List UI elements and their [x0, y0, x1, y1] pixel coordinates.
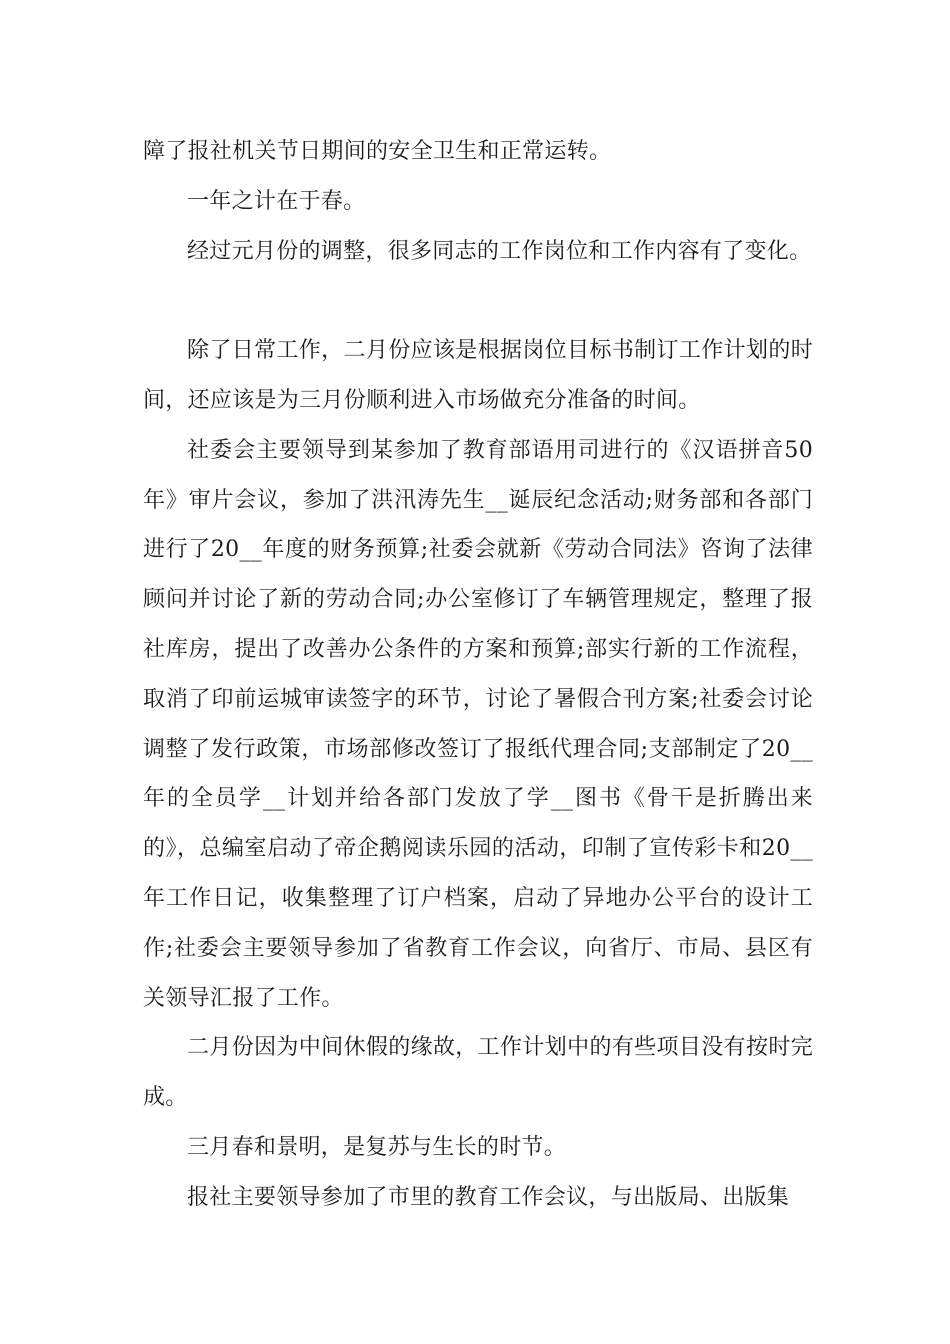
paragraph-5: 社委会主要领导到某参加了教育部语用司进行的《汉语拼音50年》审片会议，参加了洪汛涛先生__诞辰纪念活动;财务部和各部门进行了20__年度的财务预算;社委会就新《劳动合同法》咨询了法律顾问并讨论了新的劳动合同;办公室修订了车辆管理规定，整理了报社库房，提出了改善办公条件的方案和预算;部实行新的工作流程，取消了印前运城审读签字的环节，讨论了暑假合刊方案;社委会讨论调整了发行政策，市场部修改签订了报纸代理合同;支部制定了20__年的全员学__计划并给各部门发放了学__图书《骨干是折腾出来的》，总编室启动了帝企鹅阅读乐园的活动，印制了宣传彩卡和20__年工作日记，收集整理了订户档案，启动了异地办公平台的设计工作;社委会主要领导参加了省教育工作会议，向省厅、市局、县区有关领导汇报了工作。 — [143, 437, 813, 1011]
paragraph-3: 经过元月份的调整，很多同志的工作岗位和工作内容有了变化。 — [187, 238, 812, 264]
document-body — [143, 127, 813, 1223]
paragraph-7: 三月春和景明，是复苏与生长的时节。 — [187, 1134, 567, 1160]
paragraph-1: 障了报社机关节日期间的安全卫生和正常运转。 — [143, 139, 612, 164]
paragraph-4: 除了日常工作，二月份应该是根据岗位目标书制订工作计划的时间，还应该是为三月份顺利进入市场做充分准备的时间。 — [143, 338, 813, 413]
paragraph-2: 一年之计在于春。 — [187, 188, 366, 214]
paragraph-6: 二月份因为中间休假的缘故，工作计划中的有些项目没有按时完成。 — [143, 1035, 813, 1111]
paragraph-8: 报社主要领导参加了市里的教育工作会议，与出版局、出版集 — [187, 1184, 790, 1210]
